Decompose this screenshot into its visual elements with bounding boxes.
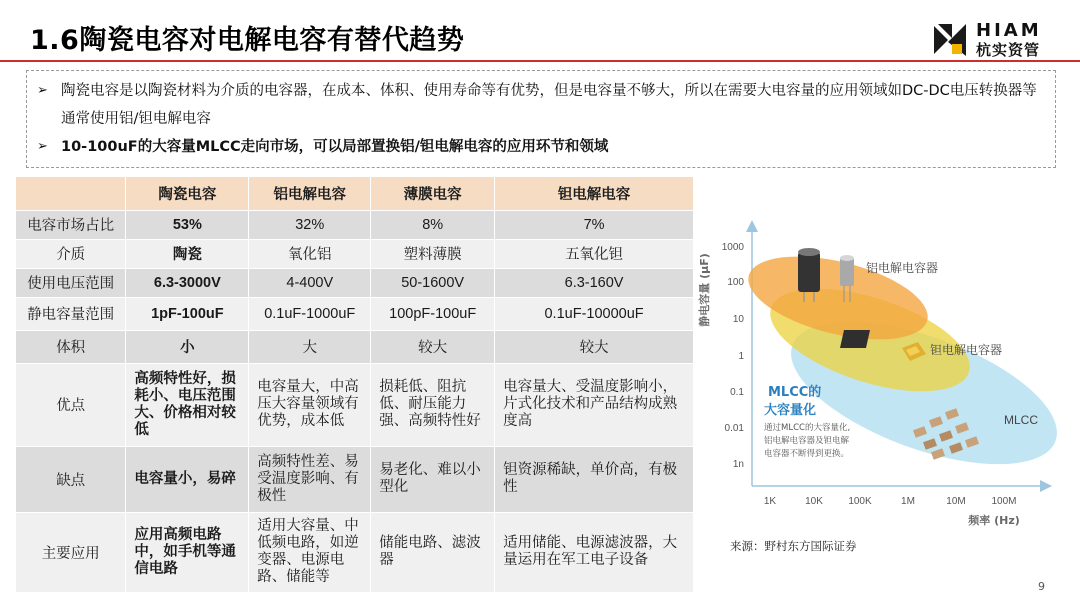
row-label: 体积 <box>16 330 126 363</box>
table-row <box>16 268 694 297</box>
table-cell: 8% <box>371 210 495 239</box>
x-tick-label: 1K <box>763 496 777 507</box>
table-row <box>16 363 694 446</box>
table-cell: 塑料薄膜 <box>371 239 495 268</box>
table-header-cell: 陶瓷电容 <box>126 177 249 210</box>
page-number: 9 <box>1038 580 1045 593</box>
row-label: 电容市场占比 <box>16 210 126 239</box>
bullet-item <box>37 77 1045 133</box>
row-label: 介质 <box>16 239 126 268</box>
mlcc-upsizing-title: MLCC的 <box>768 385 822 400</box>
table-cell: 电容量大、受温度影响小，片式化技术和产品结构成熟度高 <box>495 363 694 446</box>
capacitance-frequency-diagram <box>694 218 1060 534</box>
table-cell: 电容量大，中高压大容量领域有优势，成本低 <box>249 363 371 446</box>
table-header-cell: 钽电解电容 <box>495 177 694 210</box>
table-cell: 钽资源稀缺，单价高，有极性 <box>495 446 694 512</box>
table-cell: 较大 <box>371 330 495 363</box>
bullet-text: 陶瓷电容是以陶瓷材料为介质的电容器，在成本、体积、使用寿命等有优势，但是电容量不够大，所以在需要大电容量的应用领域如DC-DC电压转换器等通常使用铝/钽电解电容 <box>61 83 1037 127</box>
logo-text-en: HIAM <box>976 20 1042 41</box>
table-header-cell: 铝电解电容 <box>249 177 371 210</box>
table-cell: 1pF-100uF <box>126 297 249 330</box>
x-axis-label: 频率 (Hz) <box>968 514 1020 527</box>
table-cell: 陶瓷 <box>126 239 249 268</box>
x-tick-label: 100M <box>991 496 1017 507</box>
mlcc-note: 铝电解电容器及钽电解 <box>764 436 850 446</box>
aluminum-label: 铝电解电容器 <box>866 261 939 275</box>
table-cell: 高频特性差、易受温度影响、有极性 <box>249 446 371 512</box>
table-cell: 32% <box>249 210 371 239</box>
x-tick-label: 10M <box>946 496 966 507</box>
tantalum-label: 钽电解电容器 <box>930 343 1003 357</box>
y-tick-label: 1000 <box>721 242 744 253</box>
table-cell: 五氧化钽 <box>495 239 694 268</box>
table-cell: 适用储能、电源滤波器，大量运用在军工电子设备 <box>495 512 694 592</box>
title-divider <box>0 60 1080 62</box>
table-cell: 高频特性好，损耗小、电压范围大、价格相对较低 <box>126 363 249 446</box>
table-cell: 储能电路、滤波器 <box>371 512 495 592</box>
row-label: 优点 <box>16 363 126 446</box>
table-cell: 100pF-100uF <box>371 297 495 330</box>
row-label: 缺点 <box>16 446 126 512</box>
y-tick-label: 0.01 <box>724 423 744 434</box>
table-cell: 较大 <box>495 330 694 363</box>
table-cell: 小 <box>126 330 249 363</box>
table-cell: 6.3-160V <box>495 268 694 297</box>
summary-box <box>26 70 1056 168</box>
row-label: 主要应用 <box>16 512 126 592</box>
bullet-item <box>37 133 1045 161</box>
mlcc-label: MLCC <box>1004 413 1039 427</box>
table-cell: 0.1uF-10000uF <box>495 297 694 330</box>
arrow-bullet-icon: ➢ <box>37 83 48 98</box>
mlcc-note: 通过MLCC的大容量化, <box>764 423 851 433</box>
table-cell: 53% <box>126 210 249 239</box>
table-cell: 大 <box>249 330 371 363</box>
mlcc-note: 电容器不断得到更换。 <box>764 449 850 459</box>
x-tick-label: 1M <box>901 496 915 507</box>
arrow-bullet-icon: ➢ <box>37 139 48 154</box>
table-cell: 适用大容量、中低频电路，如逆变器、电源电路、储能等 <box>249 512 371 592</box>
row-label: 使用电压范围 <box>16 268 126 297</box>
logo-text-cn: 杭实资管 <box>976 41 1041 59</box>
table-cell: 4-400V <box>249 268 371 297</box>
source-note: 来源：野村东方国际证券 <box>730 539 857 553</box>
table-cell: 7% <box>495 210 694 239</box>
table-row <box>16 239 694 268</box>
table-row <box>16 297 694 330</box>
table-row <box>16 210 694 239</box>
y-axis-label: 静电容量 (μF) <box>698 253 711 327</box>
table-cell: 易老化、难以小型化 <box>371 446 495 512</box>
table-row <box>16 446 694 512</box>
bullet-text: 10-100uF的大容量MLCC走向市场，可以局部置换铝/钽电解电容的应用环节和领域 <box>61 139 609 155</box>
table-row <box>16 512 694 592</box>
y-tick-label: 100 <box>727 277 744 288</box>
y-tick-label: 1 <box>738 351 744 362</box>
logo-mark-icon <box>932 22 968 58</box>
x-tick-label: 10K <box>805 496 823 507</box>
table-header-cell <box>16 177 126 210</box>
table-cell: 应用高频电路中，如手机等通信电路 <box>126 512 249 592</box>
capacitor-comparison-table <box>16 177 694 593</box>
table-cell: 电容量小，易碎 <box>126 446 249 512</box>
x-tick-label: 100K <box>848 496 872 507</box>
mlcc-upsizing-title: 大容量化 <box>764 403 817 418</box>
company-logo <box>932 22 1056 58</box>
y-tick-label: 10 <box>732 314 744 325</box>
table-cell: 0.1uF-1000uF <box>249 297 371 330</box>
row-label: 静电容量范围 <box>16 297 126 330</box>
table-cell: 氧化铝 <box>249 239 371 268</box>
table-header-row <box>16 177 694 210</box>
table-header-cell: 薄膜电容 <box>371 177 495 210</box>
y-tick-label: 0.1 <box>730 387 744 398</box>
table-cell: 损耗低、阻抗低、耐压能力强、高频特性好 <box>371 363 495 446</box>
y-tick-label: 1n <box>732 459 744 470</box>
table-cell: 50-1600V <box>371 268 495 297</box>
table-row <box>16 330 694 363</box>
page-title: 1.6陶瓷电容对电解电容有替代趋势 <box>30 25 465 56</box>
table-cell: 6.3-3000V <box>126 268 249 297</box>
